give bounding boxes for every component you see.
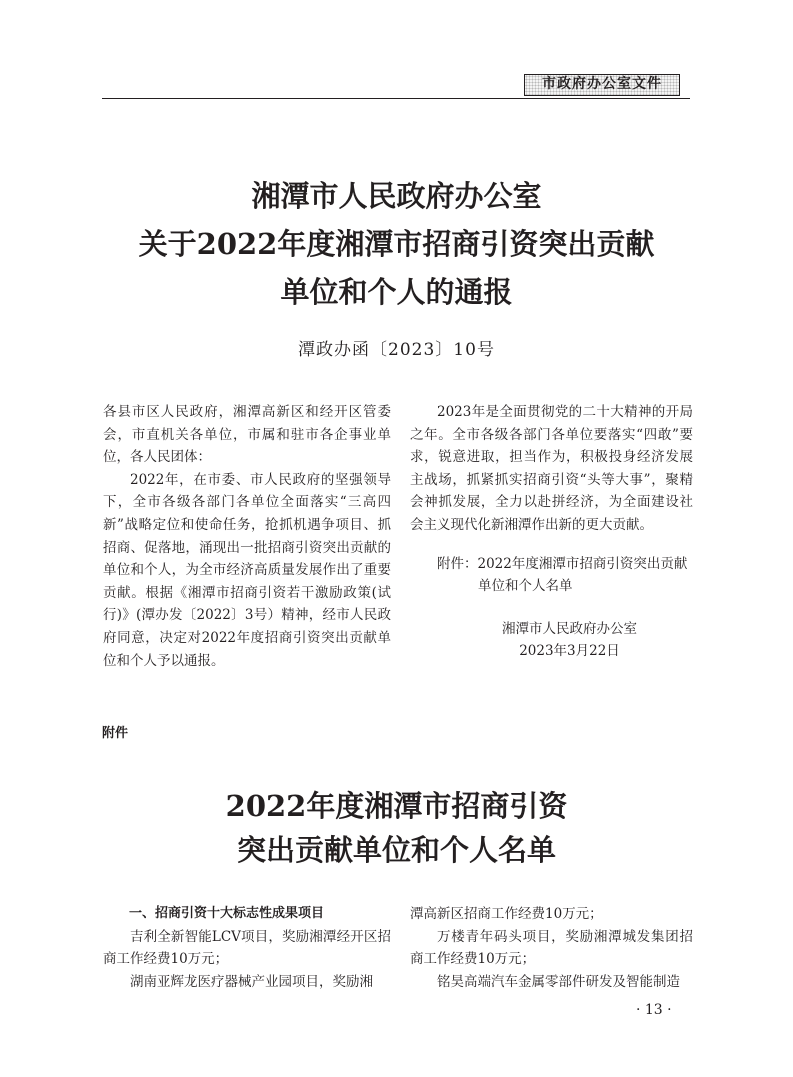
attachment-right-column — [410, 903, 693, 993]
attachment-left-column — [103, 903, 391, 993]
attachment-title-line-2: 突出贡献单位和个人名单 — [236, 833, 556, 867]
list-item: 吉利全新智能LCV项目，奖励湘潭经开区招商工作经费10万元； — [103, 928, 391, 968]
document-title — [0, 172, 793, 316]
left-column — [103, 401, 391, 672]
list-item: 铭昊高端汽车金属零部件研发及智能制造 — [437, 973, 680, 990]
document-category-tag: 市政府办公室文件 — [524, 74, 680, 96]
list-item: 湖南亚辉龙医疗器械产业园项目，奖励湘 — [130, 973, 373, 990]
salutation: 各县市区人民政府，湘潭高新区和经开区管委会，市直机关各单位，市属和驻市各企事业单位，各人民团体： — [103, 404, 391, 466]
page-number: · 13 · — [636, 1002, 672, 1018]
body-paragraph-2: 2023年是全面贯彻党的二十大精神的开局之年。全市各级各部门各单位要落实“四敢”要求，锐意进取，担当作为，积极投身经济发展主战场，抓紧抓实招商引资“头等大事”，聚精会神抓发展，全力以赴拼经济，为全面建设社会主义现代化新湘潭作出新的更大贡献。 — [410, 404, 693, 533]
right-column — [410, 401, 693, 663]
signature-block — [410, 618, 693, 663]
signature-org: 湘潭市人民政府办公室 — [502, 620, 637, 637]
list-item-continuation: 潭高新区招商工作经费10万元； — [410, 906, 603, 922]
document-number: 潭政办函〔2023〕10号 — [298, 340, 495, 360]
attachment-note-line-1: 附件：2022年度湘潭市招商引资突出贡献 — [437, 555, 688, 572]
title-line-1: 湘潭市人民政府办公室 — [251, 179, 542, 213]
attachment-note-line-2: 单位和个人名单 — [478, 578, 573, 595]
body-paragraph-1: 2022年，在市委、市人民政府的坚强领导下，全市各级各部门各单位全面落实“三高四新”战略定位和使命任务，抢抓机遇争项目、抓招商、促落地，涌现出一批招商引资突出贡献的单位和个人，为全市经济高质量发展作出了重要贡献。根据《湘潭市招商引资若干激励政策(试行)》(潭办发〔2022〕3号）精神，经市人民政府同意，决定对2022年度招商引资突出贡献单位和个人予以通报。 — [103, 471, 391, 669]
header-rule — [102, 98, 690, 99]
title-line-3: 单位和个人的通报 — [280, 275, 513, 309]
attachment-note — [410, 553, 693, 598]
section-1-heading: 一、招商引资十大标志性成果项目 — [129, 906, 325, 921]
attachment-title-line-1: 2022年度湘潭市招商引资 — [225, 789, 568, 823]
signature-date: 2023年3月22日 — [519, 643, 620, 660]
title-line-2: 关于2022年度湘潭市招商引资突出贡献 — [138, 227, 655, 261]
attachment-title — [0, 784, 793, 872]
attachment-label: 附件 — [102, 726, 129, 741]
list-item: 万楼青年码头项目，奖励湘潭城发集团招商工作经费10万元； — [410, 928, 693, 968]
